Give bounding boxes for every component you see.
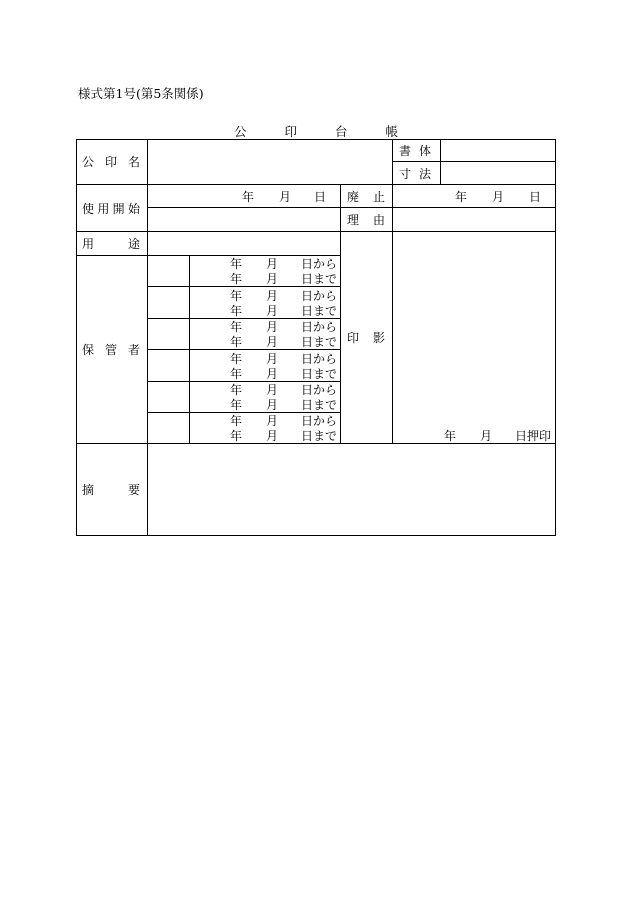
title-char: 台: [335, 124, 348, 139]
custody-period-until: 年 月 日まで: [230, 366, 338, 381]
label-custodian: 保 管 者: [82, 343, 140, 357]
label-reason: 理 由: [347, 213, 385, 227]
custody-period-until: 年 月 日まで: [230, 398, 338, 412]
label-dimensions: 寸 法: [399, 166, 431, 181]
label-purpose: 用 途: [82, 237, 140, 251]
custody-period-from: 年 月 日から: [230, 414, 338, 428]
start-of-use-date: 年 月 日: [242, 189, 327, 204]
label-abolished: 廃 止: [347, 189, 385, 204]
custody-period-from: 年 月 日から: [230, 320, 338, 334]
ledger-title: [76, 122, 556, 140]
custody-period-from: 年 月 日から: [230, 288, 338, 303]
abolished-date: 年 月 日: [455, 189, 542, 204]
title-char: 印: [284, 124, 297, 139]
custody-period-until: 年 月 日まで: [230, 429, 338, 443]
custody-period-until: 年 月 日まで: [230, 335, 338, 349]
title-char: 帳: [385, 124, 399, 139]
label-seal-name: 公 印 名: [82, 155, 140, 169]
custody-period-until: 年 月 日まで: [230, 303, 338, 318]
title-char: 公: [233, 124, 247, 139]
label-typeface: 書 体: [399, 143, 431, 158]
label-seal-impression: 印 影: [347, 331, 385, 345]
custody-period-until: 年 月 日まで: [230, 272, 338, 286]
custody-period-from: 年 月 日から: [230, 351, 338, 366]
custody-period-from: 年 月 日から: [230, 383, 338, 397]
form-number: 様式第1号(第5条関係): [78, 86, 204, 101]
custody-period-from: 年 月 日から: [230, 257, 338, 271]
seal-stamp-date: 年 月 日押印: [444, 429, 552, 443]
label-summary: 摘 要: [82, 483, 140, 497]
label-start-of-use: 使 用 開 始: [82, 201, 140, 216]
